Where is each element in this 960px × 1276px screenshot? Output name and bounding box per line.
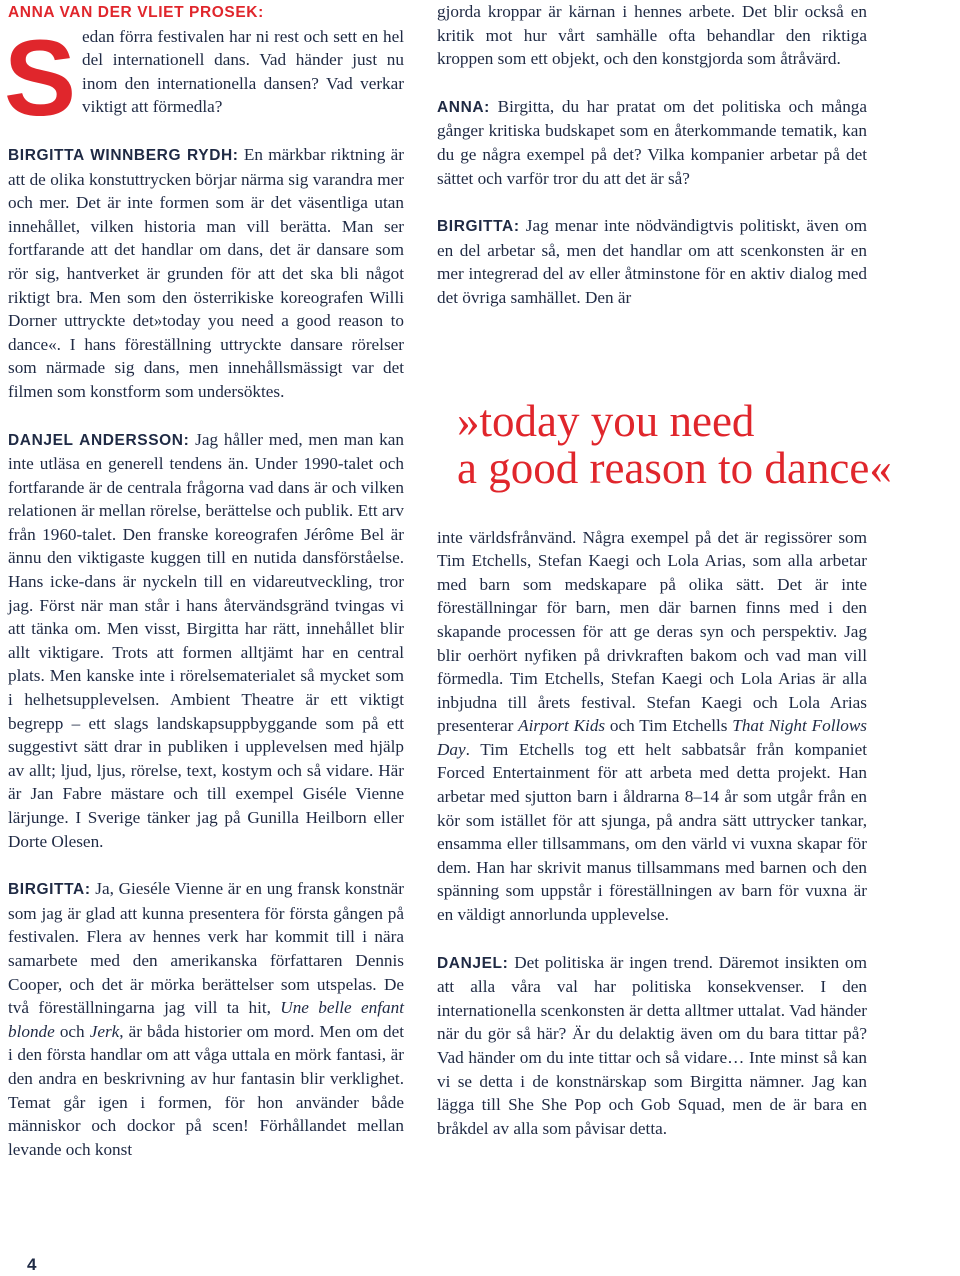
pull-quote-line-1: »today you need xyxy=(457,396,755,446)
anna-question: Birgitta, du har pratat om det politiska och många gånger kritiska budskapet som en återkommande tematik, kan du ge några exempel på det? Vilka kompanier arbetar på det sättet och varför tror du att det är så? xyxy=(437,96,868,188)
speaker-birgitta-winnberg-rydh: BIRGITTA WINNBERG RYDH: xyxy=(8,146,239,164)
title-that-night-follows-day: That Night Follows Day xyxy=(437,716,867,759)
paragraph-danjel-2 xyxy=(437,951,867,1141)
page-number: 4 xyxy=(27,1255,37,1274)
title-jerk: Jerk xyxy=(89,1021,120,1041)
drop-cap: S xyxy=(4,16,77,138)
paragraph-intro xyxy=(4,0,404,138)
danjel-answer-1: Jag håller med, men man kan inte utläsa en generell tendens än. Under 1990-talet och fortfarande är de centrala frågorna vad dans är och vilken relationen är mellan rörelse, berättelse och publik. Ett arv från 1960-talet. Den franske koreografen Jérôme Bel är ännu den viktigaste kuggen till en nutida dansförståelse. Hans icke-dans är nyckeln till en vidareutveckling, tror jag. Först när man står i hans återvändsgränd tvingas vi att tänka om. Men visst, Birgitta har rätt, innehållet blir allt viktigare. Trots att formen alltjämt har en central plats. Men kanske inte i rörelsematerialet så mycket som i helhetsupplevelsen. Ambient Theatre är ett viktigt begrepp – ett slags landskapsuppbyggande som på ett suggestivt sätt drar in publiken i upplevelsen med hjälp av allt; ljud, ljus, rörelse, text, kostym och så vidare. Här är Jan Fabre mästare och till exempel Giséle Vienne lärjunge. I Sverige tänker jag på Gunilla Heilborn eller Dorte Olesen. xyxy=(8,429,404,851)
intro-question: edan förra festivalen har ni rest och sett en hel del internationell dans. Vad händer just nu inom den internationella dansen? Vad verkar viktigt att förmedla? xyxy=(82,26,404,117)
pull-quote xyxy=(457,398,960,492)
continued-2a: inte världsfrånvänd. Några exempel på det är regissörer som Tim Etchells, Stefan Kaegi och Lola Arias, som alla arbetar med barn som medskapare på olika sätt. Det är inte föreställningar för barn, men där barnen finns med i den skapande processen för att ge deras syn och perspektiv. Jag blir oerhört nyfiken på drivkraften bakom och vad man vill förmedla. Tim Etchells, Stefan Kaegi och Lola Arias är alla inbjudna till årets festival. Stefan Kaegi och Lola Arias presenterar xyxy=(437,527,867,736)
speaker-birgitta: BIRGITTA: xyxy=(8,881,91,899)
speaker-birgitta-2: BIRGITTA: xyxy=(437,218,520,236)
right-column xyxy=(437,0,867,1140)
paragraph-continued: gjorda kroppar är kärnan i hennes arbete. Det blir också en kritik mot hur vårt samhälle ofta behandlar den riktiga kroppen som ett objekt, och den konstgjorda som åtråvärd. xyxy=(437,2,867,69)
speaker-danjel-andersson: DANJEL ANDERSSON: xyxy=(8,431,190,449)
speaker-anna: ANNA: xyxy=(437,98,490,116)
birgitta-answer-3: Jag menar inte nödvändigtvis politiskt, även om en del arbetar så, men det handlar om att scenkonsten är en mer integrerad del av eller åtminstone för en aktiv dialog med det övriga samhället. Den är xyxy=(437,216,867,307)
birgitta-answer-1: En märkbar riktning är att de olika konstuttrycken börjar närma sig varandra mer och mer. Det är inte formen som är det väsentliga utan innehållet, vilken historia man vill berätta. Man ser fortfarande att det handlar om dans, det är dansare som rör sig, hantverket är grunden för att det ska bli något riktigt bra. Men som den österrikiske koreografen Willi Dorner uttryckte det»today you need a good reason to dance«. I hans föreställning uttryckte dansare rörelser som närmade sig dans, men innehållsmässigt var det filmen som konstform som undersöktes. xyxy=(8,144,404,401)
continued-2c: . Tim Etchells tog ett helt sabbatsår från kompaniet Forced Entertainment för att arbeta med detta projekt. Han arbetar med sjutton barn i åldrarna 8–14 år som utgår från en kör som istället för att sjunga, på andra sätt uttrycker tankar, ensamma eller tillsammans, om den värld vi vuxna skapar för dem. Han har skrivit manus tillsammans med barnen och den spänning som uppstår i föreställningen av barn för vuxna är en väldigt annorlunda upplevelse. xyxy=(437,739,867,925)
paragraph-birgitta-2 xyxy=(8,877,404,1161)
danjel-answer-2: Det politiska är ingen trend. Däremot insikten om att alla våra val har politiska konsekvenser. I den internationella scenkonsten är detta alltmer uttalat. Vad händer när du gör så här? Är du delaktig även om du bara tittar på? Vad händer om du inte tittar och så vidare… Inte minst så kan vi se detta i de konstnärskap som Birgitta nämner. Jag kan lägga till She She Pop och Gob Squad, men de är bara en bråkdel av alla som påvisar detta. xyxy=(437,952,868,1138)
pull-quote-line-2: a good reason to dance« xyxy=(457,443,892,493)
title-une-belle-enfant-blonde: Une belle enfant blonde xyxy=(8,998,404,1041)
paragraph-continued-2 xyxy=(437,526,867,927)
paragraph-danjel-1 xyxy=(8,428,404,854)
birgitta-answer-2c: , är båda historier om mord. Men om det i den första handlar om att våga uttala en mörk fantasi, är den andra en beskrivning av hur fantasin blir verklighet. Temat går igen i formen, för hon använder både människor och dockor på scen! Förhållandet mellan levande och konst xyxy=(8,1021,404,1159)
speaker-anna-van-der-vliet-prosek: ANNA VAN DER VLIET PROSEK: xyxy=(8,4,264,21)
paragraph-birgitta-1 xyxy=(8,143,404,404)
birgitta-answer-2a: Ja, Gieséle Vienne är en ung fransk konstnär som jag är glad att kunna presentera för första gången på festivalen. Flera av hennes verk har kommit till i nära samarbete med den amerikanska författaren Dennis Cooper, och det är mörka berättelser som utspelas. De två föreställningarna jag vill ta hit, xyxy=(8,879,404,1018)
speaker-danjel: DANJEL: xyxy=(437,954,509,972)
paragraph-anna-question xyxy=(437,95,867,190)
birgitta-answer-2b: och xyxy=(54,1021,90,1041)
left-column xyxy=(4,0,404,1161)
paragraph-birgitta-3 xyxy=(437,214,867,309)
title-airport-kids: Airport Kids xyxy=(518,716,606,736)
continued-2b: och Tim Etchells xyxy=(605,716,733,736)
